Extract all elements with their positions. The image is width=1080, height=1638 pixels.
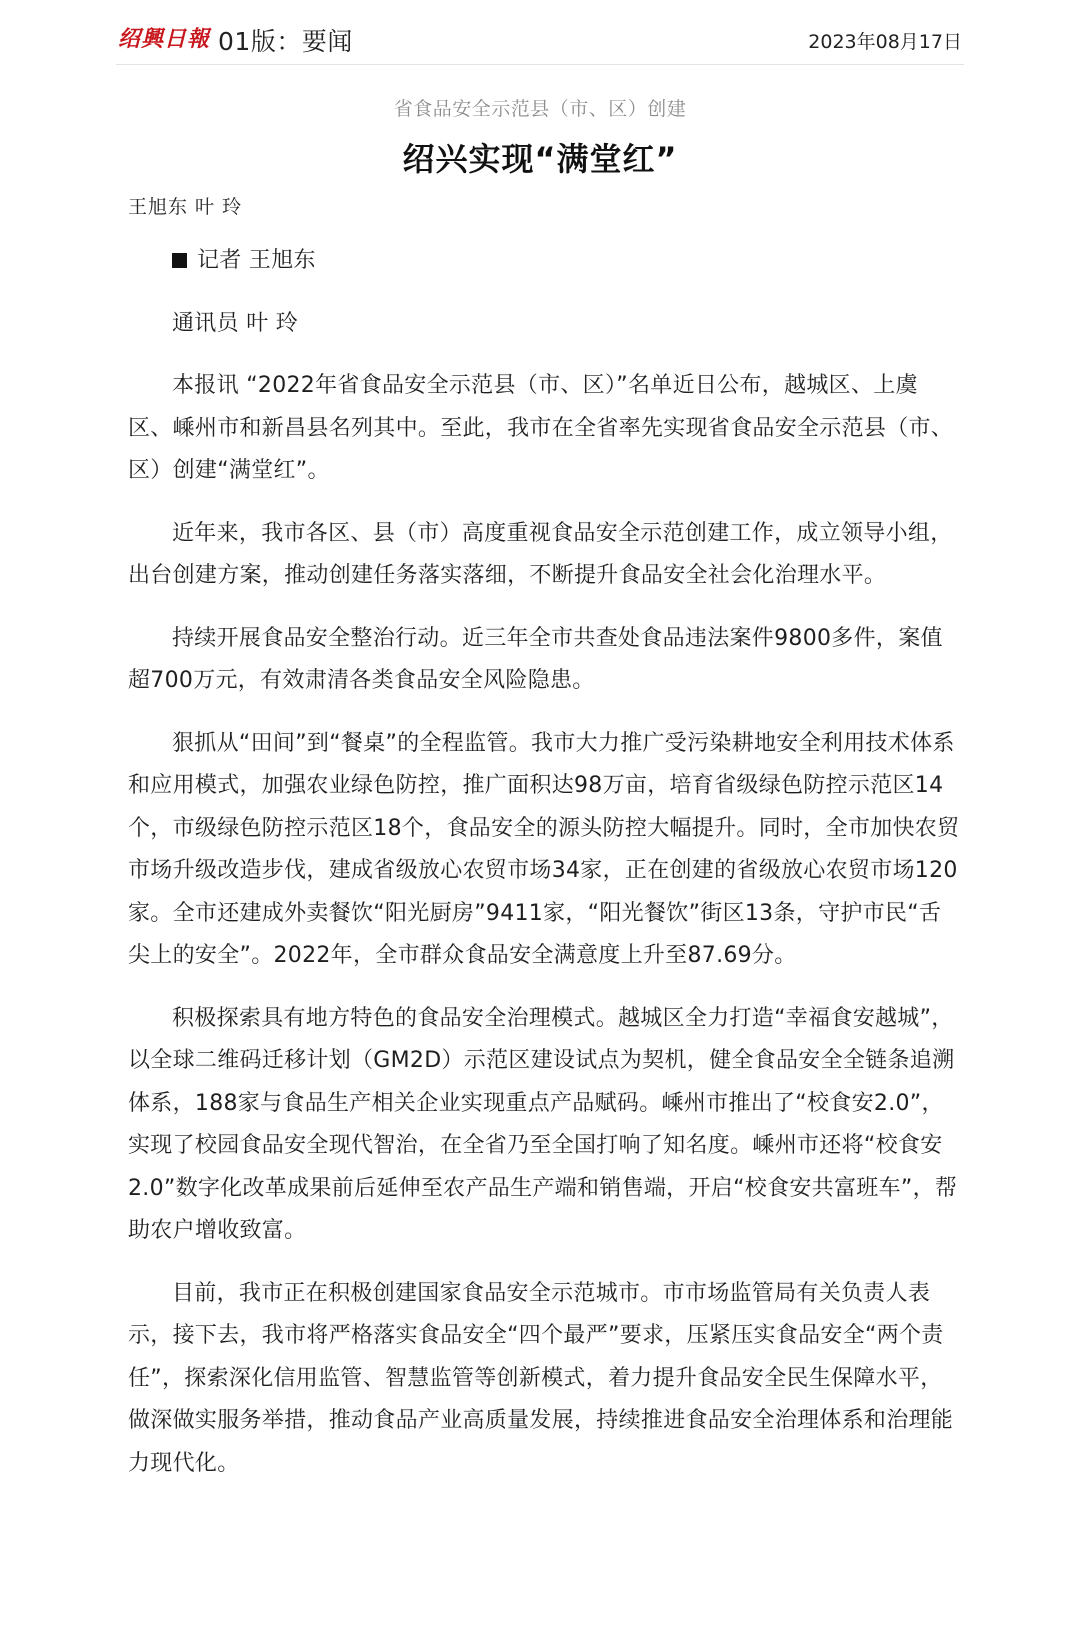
reporter-credit [128,240,960,283]
paragraph-1: 本报讯 “2022年省食品安全示范县（市、区）”名单近日公布，越城区、上虞区、嵊州市和新昌县名列其中。至此，我市在全省率先实现省食品安全示范县（市、区）创建“满堂红”。 [128,373,954,483]
article-title: 绍兴实现“满堂红” [402,140,678,178]
paragraph-3: 持续开展食品安全整治行动。近三年全市共查处食品违法案件9800多件，案值超700万元，有效肃清各类食品安全风险隐患。 [128,625,943,693]
reporter-text: 记者 王旭东 [197,248,316,273]
paragraph-2: 近年来，我市各区、县（市）高度重视食品安全示范创建工作，成立领导小组，出台创建方案，推动创建任务落实落细，不断提升食品安全社会化治理水平。 [128,520,953,588]
edition-label[interactable]: 01版：要闻 [218,27,353,56]
masthead [118,22,353,58]
publish-date: 2023年08月17日 [808,30,962,53]
article-body [128,240,960,1505]
page-header [118,18,962,62]
paragraph-4: 狠抓从“田间”到“餐桌”的全程监管。我市大力推广受污染耕地安全利用技术体系和应用模式，加强农业绿色防控，推广面积达98万亩，培育省级绿色防控示范区14个，市级绿色防控示范区18个，食品安全的源头防控大幅提升。同时，全市加快农贸市场升级改造步伐，建成省级放心农贸市场34家，正在创建的省级放心农贸市场120家。全市还建成外卖餐饮“阳光厨房”9411家，“阳光餐饮”街区13条，守护市民“舌尖上的安全”。2022年，全市群众食品安全满意度上升至87.69分。 [128,730,960,968]
article-kicker: 省食品安全示范县（市、区）创建 [393,98,687,120]
header-divider [116,64,964,65]
paragraph-6: 目前，我市正在积极创建国家食品安全示范城市。市市场监管局有关负责人表示，接下去，我市将严格落实食品安全“四个最严”要求，压紧压实食品安全“两个责任”，探索深化信用监管、智慧监管等创新模式，着力提升食品安全民生保障水平，做深做实服务举措，推动食品产业高质量发展，持续推进食品安全治理体系和治理能力现代化。 [128,1280,954,1476]
correspondent-credit: 通讯员 叶 玲 [172,310,299,336]
paragraph-5: 积极探索具有地方特色的食品安全治理模式。越城区全力打造“幸福食安越城”，以全球二维码迁移计划（GM2D）示范区建设试点为契机，健全食品安全全链条追溯体系，188家与食品生产相关企业实现重点产品赋码。嵊州市推出了“校食安2.0”，实现了校园食品安全现代智治，在全省乃至全国打响了知名度。嵊州市还将“校食安2.0”数字化改革成果前后延伸至农产品生产端和销售端，开启“校食安共富班车”，帮助农户增收致富。 [128,1005,958,1243]
article-byline: 王旭东 叶 玲 [128,196,243,218]
newspaper-logo[interactable]: 绍興日報 [118,25,211,52]
black-square-icon [172,253,187,268]
